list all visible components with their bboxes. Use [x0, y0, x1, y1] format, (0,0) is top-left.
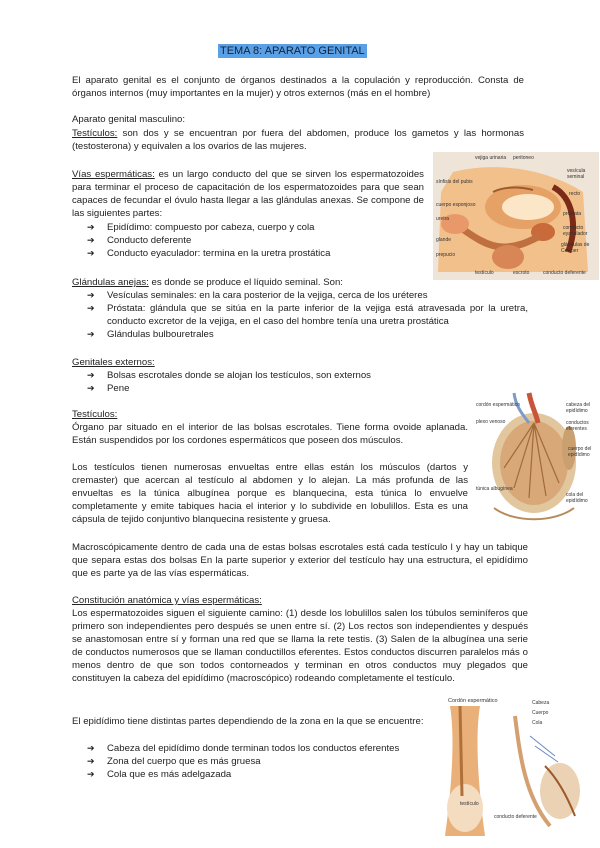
glandulas-list: [72, 289, 528, 341]
testiculos-text: son dos y se encuentran por fuera del abdomen, produce los gametos y las hormonas (testosterona) y equivalen a los ovarios de las mujeres.: [72, 128, 524, 152]
genitales-paragraph: [72, 356, 155, 369]
figure-label: conducto deferente: [494, 814, 537, 820]
vias-paragraph: [72, 168, 424, 220]
figure-label: peritoneo: [513, 155, 534, 161]
figure-testicle-section: [474, 388, 598, 528]
figure-label: Cola: [532, 720, 543, 726]
list-item: ➔ Pene: [72, 382, 524, 395]
testiculos-p1: Órgano par situado en el interior de las bolsas escrotales. Tiene forma ovoide aplanada. Están suspendidos por los cordones espermáticos que poseen dos músculos.: [72, 422, 468, 446]
list-item: ➔ Próstata: glándula que se sitúa en la parte inferior de la vejiga está atravesada por la uretra, conducto excretor de la vejiga, en el caso del hombre tenía una uretra prostática: [72, 302, 528, 328]
glandulas-term: Glándulas anejas:: [72, 277, 149, 288]
figure-epididymis: [430, 696, 598, 844]
list-item: ➔ Cola que es más adelgazada: [72, 768, 424, 781]
figure-label: testículo: [460, 801, 479, 807]
vias-text: es un largo conducto del que se sirven los espermatozoides para terminar el proceso de capacitación de los espermatozoides para que sean capaces de fecundar el óvulo hasta llegar a las glándulas anexas. Se compone de las siguientes partes:: [72, 169, 424, 219]
figure-label: glande: [436, 237, 452, 243]
masc-heading: Aparato genital masculino:: [72, 114, 186, 125]
figure-label: conducto eyaculador: [563, 225, 588, 237]
figure-label: glándulas de Cowper: [561, 242, 590, 254]
list-item: ➔ Cabeza del epidídimo donde terminan todos los conductos eferentes: [72, 742, 424, 755]
list-item: ➔ Conducto deferente: [72, 234, 424, 247]
figure-label: uretra: [436, 216, 450, 222]
intro-paragraph: El aparato genital es el conjunto de órganos destinados a la copulación y reproducción. Consta de órganos internos (muy importantes en la mujer) y otros externos (más en el hombre): [72, 75, 524, 99]
epididimo-paragraph: El epidídimo tiene distintas partes dependiendo de la zona en la que se encuentre:: [72, 716, 424, 727]
figure-label: conducto deferente: [543, 270, 586, 276]
list-item: ➔ Glándulas bulbouretrales: [72, 328, 528, 341]
constitucion-paragraph: Los espermatozoides siguen el siguiente camino: (1) desde los lobulillos salen los túbulos seminíferos que primero son independientes pero después se unen entre sí. (2) Los rectos son independientes y después se anastomosan entre sí y forman una red que se llama la rete testis. (3) Salen de la albugínea una serie de conductos numerosos que se llaman conductillos eferentes. Estos conductos discurren paralelos más o menos dentro de que son todos contorneados y terminan en otros conductos muy plegados que constituyen la cabeza del epidídimo (macroscópico) rodeando completamente el testículo.: [72, 608, 528, 684]
figure-label: Cabeza: [532, 700, 550, 706]
figure-label: cuerpo esponjoso: [436, 202, 476, 208]
figure-label: sínfisis del pubis: [436, 179, 473, 185]
vias-list: [72, 221, 424, 260]
testiculos-p3: Macroscópicamente dentro de cada una de estas bolsas escrotales está cada testículo l y hay un tabique que separa estas dos bolsas En la parte superior y exterior del testículo hay una estructura, el epidídimo que es parte ya de las vías espermáticas.: [72, 542, 528, 579]
figure-male-reproductive-sagittal: [433, 152, 599, 280]
figure-label: testículo: [475, 270, 494, 276]
testiculos-section-heading: Testículos:: [72, 409, 118, 420]
figure-label: cabeza del epidídimo: [566, 402, 591, 414]
list-item: ➔ Zona del cuerpo que es más gruesa: [72, 755, 424, 768]
constitucion-heading: Constitución anatómica y vías espermáticas:: [72, 595, 262, 606]
list-item: ➔ Conducto eyaculador: termina en la uretra prostática: [72, 247, 424, 260]
figure-label: vesícula seminal: [567, 168, 586, 180]
figure-label: túnica albugínea: [476, 486, 513, 492]
figure-label: prepucio: [436, 252, 456, 258]
vias-term: Vías espermáticas:: [72, 169, 155, 180]
figure-label: recto: [569, 191, 581, 197]
figure-label: vejiga urinaria: [475, 155, 507, 161]
figure-label: próstata: [563, 211, 582, 217]
figure-label: cordón espermático: [476, 402, 520, 408]
testiculos-term: Testículos:: [72, 128, 118, 139]
figure-label: escroto: [513, 270, 530, 276]
page-title: TEMA 8: APARATO GENITAL: [220, 45, 365, 57]
list-item: ➔ Bolsas escrotales donde se alojan los testículos, son externos: [72, 369, 524, 382]
figure-label: cuerpo del epidídimo: [568, 446, 592, 458]
epididimo-list: [72, 742, 424, 781]
genitales-term: Genitales externos:: [72, 357, 155, 368]
genitales-list: [72, 369, 524, 395]
figure-label: Cuerpo: [532, 710, 549, 716]
figure-label: plexo venoso: [476, 419, 506, 425]
figure-label: conductos eferentes: [566, 420, 589, 432]
figure-label: Cordón espermático: [448, 698, 498, 704]
list-item: ➔ Epidídimo: compuesto por cabeza, cuerpo y cola: [72, 221, 424, 234]
list-item: ➔ Vesículas seminales: en la cara posterior de la vejiga, cerca de los uréteres: [72, 289, 528, 302]
testiculos-p2: Los testículos tienen numerosas envueltas entre ellas están los músculos (dartos y cremaster) que acercan al testículo al abdomen y lo alejan. La más profunda de las envueltas es la túnica albugínea porque es blanquecina, esta túnica lo envuelve completamente y emite tabiques hacia el interior y lo subdivide en lobulillos. Esta es una cápsula de tejido conjuntivo blanquecina resistente y gruesa.: [72, 462, 468, 525]
epididymis-illustration: [430, 696, 598, 844]
glandulas-text: es donde se produce el líquido seminal. Son:: [148, 277, 343, 288]
figure-label: cola del epidídimo: [566, 492, 588, 504]
testiculos-paragraph: [72, 127, 524, 153]
